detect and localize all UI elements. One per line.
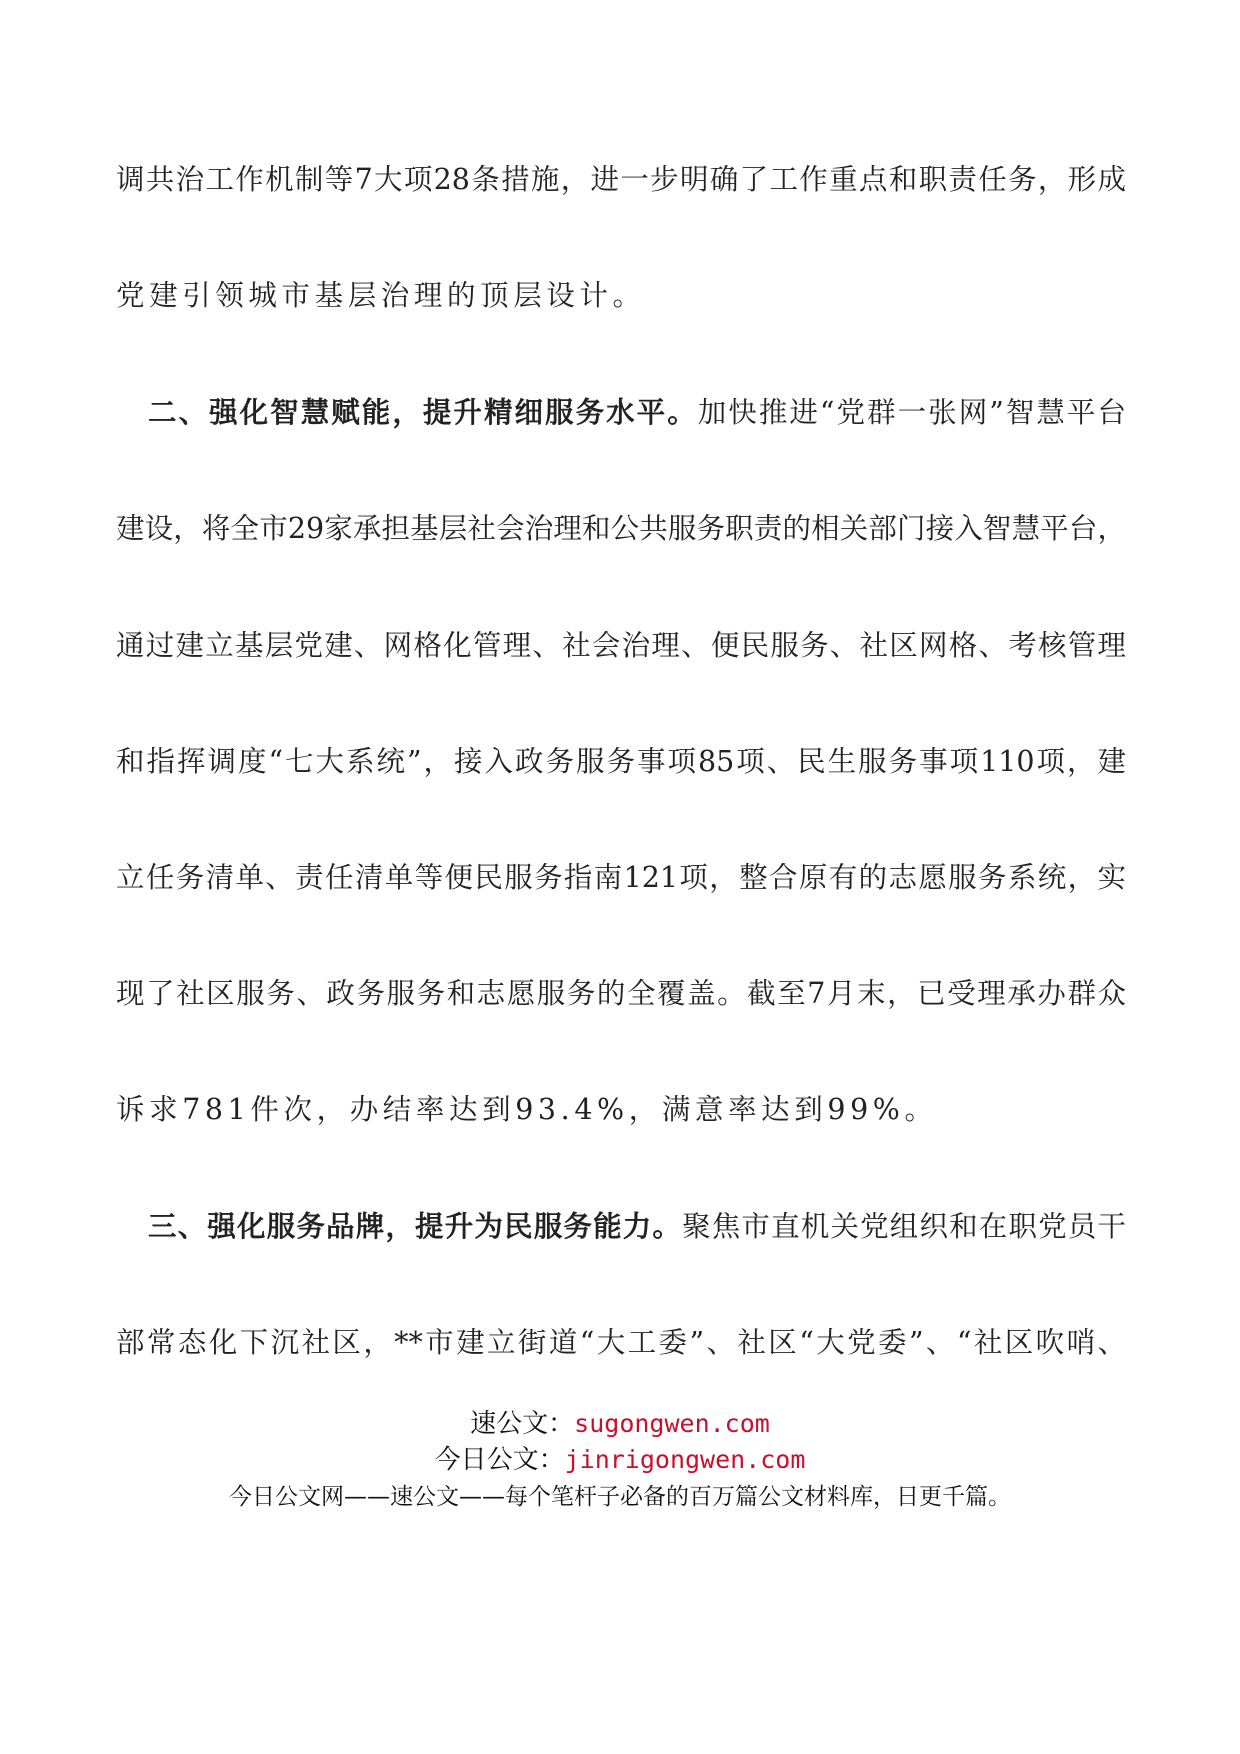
body-line-5: 通过建立基层党建、网格化管理、社会治理、便民服务、社区网格、考核管理 [116,629,1126,662]
body-line-4: 建设，将全市29家承担基层社会治理和公共服务职责的相关部门接入智慧平台， [116,512,1126,545]
section-3-intro: 聚焦市直机关党组织和在职党员干 [682,1210,1126,1243]
footer-site-1-link[interactable]: sugongwen.com [574,1409,770,1438]
footer-slogan: 今日公文网——速公文——每个笔杆子必备的百万篇公文材料库，日更千篇。 [229,1484,1011,1510]
body-line-7: 立任务清单、责任清单等便民服务指南121项，整合原有的志愿服务系统，实 [116,861,1126,894]
section-2-first-line [148,393,1126,433]
footer-site-2-label: 今日公文： [434,1445,565,1475]
body-line-6: 和指挥调度“七大系统”，接入政务服务事项85项、民生服务事项110项，建 [116,745,1126,778]
section-3-heading: 三、强化服务品牌，提升为民服务能力。 [148,1210,683,1243]
footer-site-2 [0,1442,1240,1478]
section-2-intro: 加快推进“党群一张网”智慧平台 [697,396,1126,429]
section-3-first-line [148,1207,1126,1247]
body-line-2: 党建引领城市基层治理的顶层设计。 [116,279,646,312]
footer-site-1 [0,1406,1240,1442]
footer-site-1-label: 速公文： [470,1409,575,1439]
body-line-9: 诉求781件次，办结率达到93.4%，满意率达到99%。 [116,1093,938,1126]
body-line-1: 调共治工作机制等7大项28条措施，进一步明确了工作重点和职责任务，形成 [116,163,1126,196]
footer-site-2-link[interactable]: jinrigongwen.com [564,1445,806,1474]
section-2-heading: 二、强化智慧赋能，提升精细服务水平。 [148,396,698,429]
body-line-11: 部常态化下沉社区，**市建立街道“大工委”、社区“大党委”、“社区吹哨、 [116,1326,1126,1359]
body-line-8: 现了社区服务、政务服务和志愿服务的全覆盖。截至7月末，已受理承办群众 [116,977,1126,1010]
